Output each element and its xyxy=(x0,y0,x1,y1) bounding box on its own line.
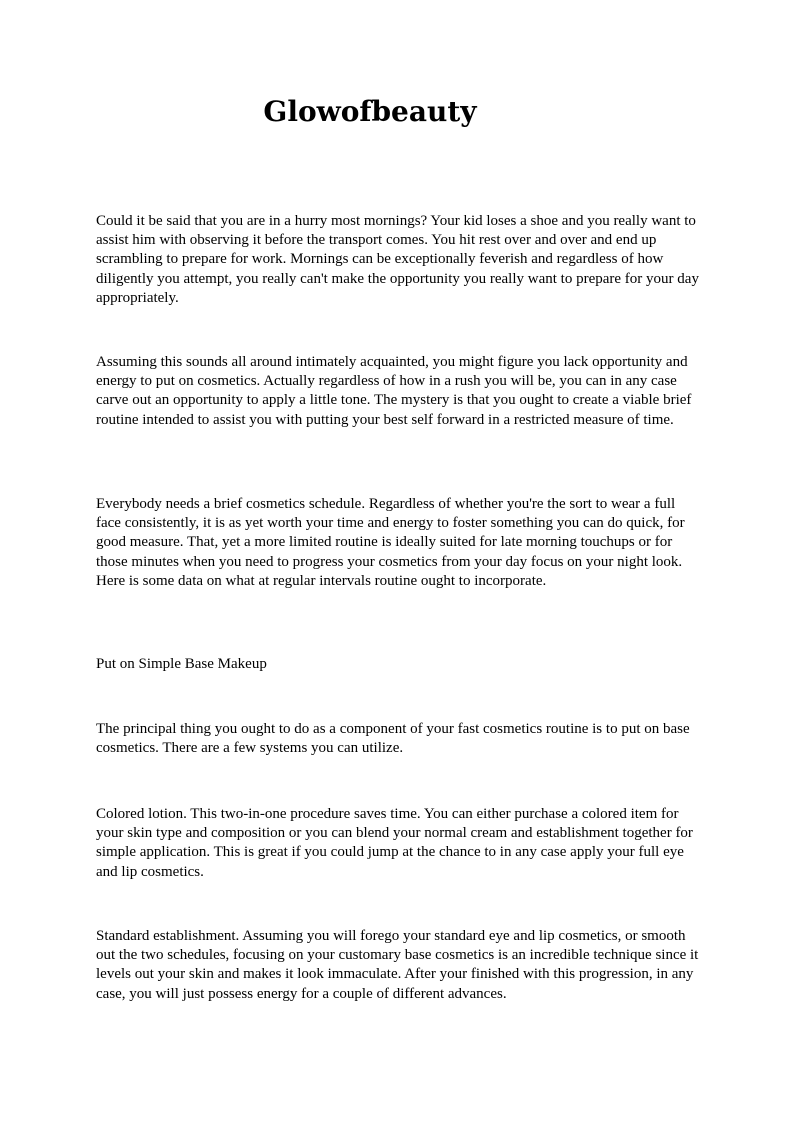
paragraph-intro: Could it be said that you are in a hurry most mornings? Your kid loses a shoe and you really want to assist him with observing it before the transport comes. You hit rest over and over and end up scrambling to prepare for work. Mornings can be exceptionally feverish and regardless of how diligently you attempt, you really can't make the opportunity you really want to prepare for your day appropriately. xyxy=(96,213,699,306)
page-title: Glowofbeauty xyxy=(263,95,477,128)
paragraph-base-cosmetics: The principal thing you ought to do as a component of your fast cosmetics routine is to put on base cosmetics. There are a few systems you can utilize. xyxy=(96,721,690,757)
paragraph-colored-lotion: Colored lotion. This two-in-one procedure saves time. You can either purchase a colored item for your skin type and composition or you can blend your normal cream and establishment together for simple application. This is great if you could jump at the chance to in any case apply your full eye and lip cosmetics. xyxy=(96,806,693,880)
paragraph-acquainted: Assuming this sounds all around intimately acquainted, you might figure you lack opportunity and energy to put on cosmetics. Actually regardless of how in a rush you will be, you can in any case carve out an opportunity to apply a little tone. The mystery is that you ought to create a viable brief routine intended to assist you with putting your best self forward in a restricted measure of time. xyxy=(96,354,692,428)
section-heading-base-makeup: Put on Simple Base Makeup xyxy=(96,656,267,672)
paragraph-brief-schedule: Everybody needs a brief cosmetics schedule. Regardless of whether you're the sort to wear a full face consistently, it is as yet worth your time and energy to foster something you can do quick, for good measure. That, yet a more limited routine is ideally suited for late morning touchups or for those minutes when you need to progress your cosmetics from your day focus on your night look. Here is some data on what at regular intervals routine ought to incorporate. xyxy=(96,496,685,589)
paragraph-standard-establishment: Standard establishment. Assuming you will forego your standard eye and lip cosmetics, or smooth out the two schedules, focusing on your customary base cosmetics is an incredible technique since it levels out your skin and makes it look immaculate. After your finished with this progression, in any case, you will just possess energy for a couple of different advances. xyxy=(96,928,699,1002)
